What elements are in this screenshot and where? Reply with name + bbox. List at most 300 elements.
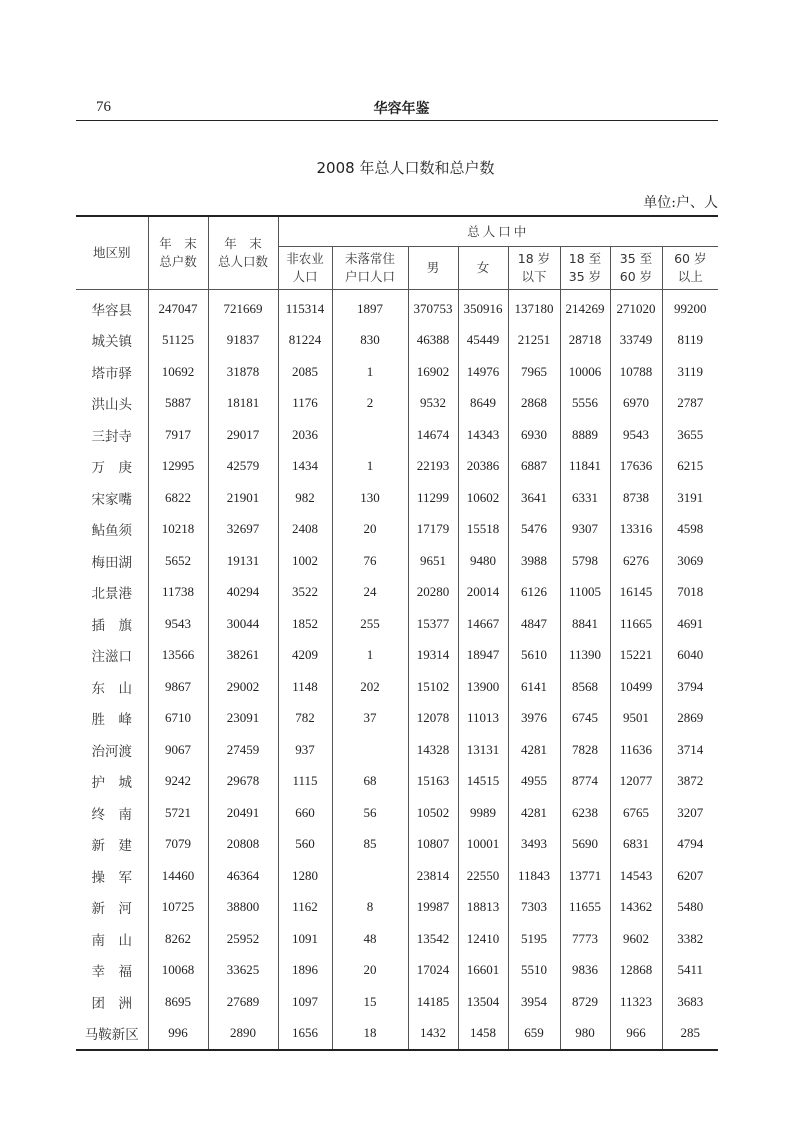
population-cell: 29017 [208, 419, 278, 451]
region-cell: 梅田湖 [76, 545, 148, 577]
table-header [76, 216, 718, 290]
region-cell: 新 河 [76, 892, 148, 924]
population-cell: 40294 [208, 577, 278, 609]
female-cell: 18947 [458, 640, 508, 672]
age-18-35-cell: 8841 [560, 608, 610, 640]
table-row [76, 703, 718, 735]
region-cell: 马鞍新区 [76, 1018, 148, 1051]
header-18-35 [560, 247, 610, 290]
region-cell: 万 庚 [76, 451, 148, 483]
under18-cell: 3641 [508, 482, 560, 514]
male-cell: 9651 [408, 545, 458, 577]
header-under18-line1: 18 岁 [517, 251, 551, 266]
table-row [76, 1018, 718, 1051]
header-35-60 [610, 247, 662, 290]
male-cell: 19314 [408, 640, 458, 672]
households-cell: 8695 [148, 986, 208, 1018]
households-cell: 12995 [148, 451, 208, 483]
age-35-60-cell: 33749 [610, 325, 662, 357]
header-60plus-line1: 60 岁 [674, 251, 707, 266]
male-cell: 23814 [408, 860, 458, 892]
table-body [76, 290, 718, 1051]
unsettled-cell: 2 [332, 388, 408, 420]
age-18-35-cell: 980 [560, 1018, 610, 1051]
female-cell: 14515 [458, 766, 508, 798]
header-unsettled-line1: 未落常住 [344, 251, 395, 266]
unsettled-cell [332, 419, 408, 451]
male-cell: 14674 [408, 419, 458, 451]
age-35-60-cell: 10788 [610, 356, 662, 388]
female-cell: 13900 [458, 671, 508, 703]
under18-cell: 7965 [508, 356, 560, 388]
population-cell: 31878 [208, 356, 278, 388]
age-18-35-cell: 11841 [560, 451, 610, 483]
over60-cell: 3069 [662, 545, 718, 577]
under18-cell: 5476 [508, 514, 560, 546]
age-35-60-cell: 11323 [610, 986, 662, 1018]
over60-cell: 7018 [662, 577, 718, 609]
region-cell: 团 洲 [76, 986, 148, 1018]
non-agri-cell: 982 [278, 482, 332, 514]
female-cell: 14343 [458, 419, 508, 451]
male-cell: 46388 [408, 325, 458, 357]
population-cell: 27689 [208, 986, 278, 1018]
non-agri-cell: 1115 [278, 766, 332, 798]
population-table [76, 215, 718, 1051]
non-agri-cell: 1162 [278, 892, 332, 924]
over60-cell: 3714 [662, 734, 718, 766]
male-cell: 15163 [408, 766, 458, 798]
female-cell: 14667 [458, 608, 508, 640]
over60-cell: 2869 [662, 703, 718, 735]
households-cell: 10692 [148, 356, 208, 388]
population-cell: 20491 [208, 797, 278, 829]
under18-cell: 4847 [508, 608, 560, 640]
under18-cell: 3988 [508, 545, 560, 577]
header-rule [76, 120, 718, 121]
age-18-35-cell: 9307 [560, 514, 610, 546]
over60-cell: 6040 [662, 640, 718, 672]
age-18-35-cell: 11655 [560, 892, 610, 924]
population-cell: 32697 [208, 514, 278, 546]
header-35-60-line2: 60 岁 [619, 269, 653, 284]
table-row [76, 451, 718, 483]
header-18-35-line2: 35 岁 [568, 269, 602, 284]
header-unsettled-line2: 户口人口 [344, 269, 395, 284]
non-agri-cell: 1852 [278, 608, 332, 640]
male-cell: 10807 [408, 829, 458, 861]
age-18-35-cell: 6238 [560, 797, 610, 829]
age-35-60-cell: 9602 [610, 923, 662, 955]
households-cell: 5721 [148, 797, 208, 829]
over60-cell: 3119 [662, 356, 718, 388]
page-number: 76 [96, 99, 111, 115]
table-row [76, 514, 718, 546]
unsettled-cell: 1897 [332, 290, 408, 325]
region-cell: 新 建 [76, 829, 148, 861]
over60-cell: 99200 [662, 290, 718, 325]
female-cell: 20014 [458, 577, 508, 609]
region-cell: 东 山 [76, 671, 148, 703]
non-agri-cell: 1280 [278, 860, 332, 892]
population-cell: 38261 [208, 640, 278, 672]
age-35-60-cell: 10499 [610, 671, 662, 703]
table-row [76, 608, 718, 640]
age-35-60-cell: 12077 [610, 766, 662, 798]
unsettled-cell: 202 [332, 671, 408, 703]
header-non-agri [278, 247, 332, 290]
under18-cell: 4281 [508, 797, 560, 829]
under18-cell: 6887 [508, 451, 560, 483]
table-row [76, 671, 718, 703]
unit-label: 单位:户、人 [643, 195, 718, 211]
population-cell: 46364 [208, 860, 278, 892]
table-row [76, 577, 718, 609]
region-cell: 操 军 [76, 860, 148, 892]
over60-cell: 4794 [662, 829, 718, 861]
age-35-60-cell: 9543 [610, 419, 662, 451]
age-18-35-cell: 11390 [560, 640, 610, 672]
unsettled-cell: 56 [332, 797, 408, 829]
header-households-line2: 总户数 [159, 254, 197, 269]
age-35-60-cell: 11665 [610, 608, 662, 640]
non-agri-cell: 937 [278, 734, 332, 766]
households-cell: 9867 [148, 671, 208, 703]
age-35-60-cell: 6831 [610, 829, 662, 861]
female-cell: 1458 [458, 1018, 508, 1051]
population-cell: 91837 [208, 325, 278, 357]
households-cell: 8262 [148, 923, 208, 955]
table-row [76, 766, 718, 798]
unsettled-cell: 830 [332, 325, 408, 357]
over60-cell: 5411 [662, 955, 718, 987]
female-cell: 11013 [458, 703, 508, 735]
age-35-60-cell: 11636 [610, 734, 662, 766]
age-35-60-cell: 14362 [610, 892, 662, 924]
header-60plus [662, 247, 718, 290]
age-35-60-cell: 17636 [610, 451, 662, 483]
population-cell: 29678 [208, 766, 278, 798]
header-18-35-line1: 18 至 [568, 251, 602, 266]
header-group: 总人口中 [278, 216, 718, 247]
non-agri-cell: 1434 [278, 451, 332, 483]
unsettled-cell: 37 [332, 703, 408, 735]
male-cell: 20280 [408, 577, 458, 609]
female-cell: 350916 [458, 290, 508, 325]
female-cell: 13131 [458, 734, 508, 766]
region-cell: 鲇鱼须 [76, 514, 148, 546]
households-cell: 7079 [148, 829, 208, 861]
male-cell: 17179 [408, 514, 458, 546]
header-60plus-line2: 以上 [677, 269, 703, 284]
female-cell: 20386 [458, 451, 508, 483]
unsettled-cell: 20 [332, 514, 408, 546]
under18-cell: 3493 [508, 829, 560, 861]
unsettled-cell: 8 [332, 892, 408, 924]
region-cell: 华容县 [76, 290, 148, 325]
female-cell: 9989 [458, 797, 508, 829]
header-households-line1: 年 末 [159, 236, 197, 251]
population-cell: 21901 [208, 482, 278, 514]
population-cell: 23091 [208, 703, 278, 735]
non-agri-cell: 81224 [278, 325, 332, 357]
male-cell: 15377 [408, 608, 458, 640]
header-non-agri-line2: 人口 [292, 269, 318, 284]
households-cell: 14460 [148, 860, 208, 892]
non-agri-cell: 1091 [278, 923, 332, 955]
female-cell: 12410 [458, 923, 508, 955]
households-cell: 7917 [148, 419, 208, 451]
header-population [208, 216, 278, 290]
age-18-35-cell: 8729 [560, 986, 610, 1018]
non-agri-cell: 1176 [278, 388, 332, 420]
table-row [76, 734, 718, 766]
households-cell: 5652 [148, 545, 208, 577]
age-35-60-cell: 13316 [610, 514, 662, 546]
male-cell: 17024 [408, 955, 458, 987]
region-cell: 城关镇 [76, 325, 148, 357]
over60-cell: 3794 [662, 671, 718, 703]
header-female: 女 [458, 247, 508, 290]
age-35-60-cell: 9501 [610, 703, 662, 735]
male-cell: 19987 [408, 892, 458, 924]
unsettled-cell: 20 [332, 955, 408, 987]
age-18-35-cell: 10006 [560, 356, 610, 388]
households-cell: 11738 [148, 577, 208, 609]
over60-cell: 4598 [662, 514, 718, 546]
female-cell: 8649 [458, 388, 508, 420]
households-cell: 10218 [148, 514, 208, 546]
table-row [76, 923, 718, 955]
over60-cell: 6215 [662, 451, 718, 483]
region-cell: 北景港 [76, 577, 148, 609]
female-cell: 10001 [458, 829, 508, 861]
age-35-60-cell: 8738 [610, 482, 662, 514]
households-cell: 51125 [148, 325, 208, 357]
table-row [76, 640, 718, 672]
region-cell: 塔市驿 [76, 356, 148, 388]
region-cell: 插 旗 [76, 608, 148, 640]
age-35-60-cell: 6970 [610, 388, 662, 420]
region-cell: 宋家嘴 [76, 482, 148, 514]
female-cell: 14976 [458, 356, 508, 388]
table-row [76, 325, 718, 357]
age-18-35-cell: 8889 [560, 419, 610, 451]
unsettled-cell: 18 [332, 1018, 408, 1051]
age-18-35-cell: 13771 [560, 860, 610, 892]
non-agri-cell: 560 [278, 829, 332, 861]
unsettled-cell: 85 [332, 829, 408, 861]
households-cell: 247047 [148, 290, 208, 325]
region-cell: 南 山 [76, 923, 148, 955]
age-35-60-cell: 271020 [610, 290, 662, 325]
population-cell: 18181 [208, 388, 278, 420]
header-non-agri-line1: 非农业 [286, 251, 324, 266]
male-cell: 9532 [408, 388, 458, 420]
unsettled-cell: 1 [332, 640, 408, 672]
population-cell: 25952 [208, 923, 278, 955]
region-cell: 注滋口 [76, 640, 148, 672]
population-cell: 20808 [208, 829, 278, 861]
table-row [76, 860, 718, 892]
under18-cell: 6126 [508, 577, 560, 609]
households-cell: 13566 [148, 640, 208, 672]
over60-cell: 285 [662, 1018, 718, 1051]
region-cell: 护 城 [76, 766, 148, 798]
under18-cell: 3954 [508, 986, 560, 1018]
non-agri-cell: 1097 [278, 986, 332, 1018]
households-cell: 10725 [148, 892, 208, 924]
age-18-35-cell: 9836 [560, 955, 610, 987]
households-cell: 6822 [148, 482, 208, 514]
under18-cell: 659 [508, 1018, 560, 1051]
under18-cell: 3976 [508, 703, 560, 735]
region-cell: 幸 福 [76, 955, 148, 987]
age-18-35-cell: 8568 [560, 671, 610, 703]
non-agri-cell: 1002 [278, 545, 332, 577]
unsettled-cell: 130 [332, 482, 408, 514]
age-35-60-cell: 966 [610, 1018, 662, 1051]
under18-cell: 5610 [508, 640, 560, 672]
households-cell: 9543 [148, 608, 208, 640]
population-cell: 38800 [208, 892, 278, 924]
region-cell: 治河渡 [76, 734, 148, 766]
households-cell: 5887 [148, 388, 208, 420]
under18-cell: 5195 [508, 923, 560, 955]
age-35-60-cell: 15221 [610, 640, 662, 672]
unsettled-cell: 1 [332, 356, 408, 388]
unsettled-cell: 76 [332, 545, 408, 577]
male-cell: 11299 [408, 482, 458, 514]
region-cell: 终 南 [76, 797, 148, 829]
header-unsettled [332, 247, 408, 290]
over60-cell: 3655 [662, 419, 718, 451]
households-cell: 996 [148, 1018, 208, 1051]
region-cell: 三封寺 [76, 419, 148, 451]
unsettled-cell: 48 [332, 923, 408, 955]
over60-cell: 3207 [662, 797, 718, 829]
over60-cell: 8119 [662, 325, 718, 357]
unsettled-cell: 24 [332, 577, 408, 609]
under18-cell: 6930 [508, 419, 560, 451]
table-row [76, 986, 718, 1018]
under18-cell: 21251 [508, 325, 560, 357]
under18-cell: 2868 [508, 388, 560, 420]
header-population-line1: 年 末 [224, 236, 262, 251]
non-agri-cell: 1896 [278, 955, 332, 987]
header-households [148, 216, 208, 290]
non-agri-cell: 782 [278, 703, 332, 735]
age-18-35-cell: 7773 [560, 923, 610, 955]
age-35-60-cell: 6276 [610, 545, 662, 577]
table-title: 2008 年总人口数和总户数 [316, 159, 495, 177]
unsettled-cell: 68 [332, 766, 408, 798]
non-agri-cell: 3522 [278, 577, 332, 609]
over60-cell: 3191 [662, 482, 718, 514]
male-cell: 12078 [408, 703, 458, 735]
header-35-60-line1: 35 至 [619, 251, 653, 266]
header-under18 [508, 247, 560, 290]
table-row [76, 892, 718, 924]
non-agri-cell: 2036 [278, 419, 332, 451]
female-cell: 16601 [458, 955, 508, 987]
population-cell: 2890 [208, 1018, 278, 1051]
age-18-35-cell: 5556 [560, 388, 610, 420]
age-35-60-cell: 14543 [610, 860, 662, 892]
age-35-60-cell: 16145 [610, 577, 662, 609]
under18-cell: 137180 [508, 290, 560, 325]
households-cell: 6710 [148, 703, 208, 735]
table-row [76, 545, 718, 577]
male-cell: 10502 [408, 797, 458, 829]
households-cell: 9242 [148, 766, 208, 798]
non-agri-cell: 115314 [278, 290, 332, 325]
households-cell: 9067 [148, 734, 208, 766]
female-cell: 15518 [458, 514, 508, 546]
under18-cell: 4281 [508, 734, 560, 766]
region-cell: 胜 峰 [76, 703, 148, 735]
running-head: 华容年鉴 [373, 101, 430, 117]
male-cell: 14185 [408, 986, 458, 1018]
over60-cell: 3683 [662, 986, 718, 1018]
female-cell: 18813 [458, 892, 508, 924]
age-18-35-cell: 214269 [560, 290, 610, 325]
age-18-35-cell: 5690 [560, 829, 610, 861]
population-cell: 42579 [208, 451, 278, 483]
unsettled-cell: 255 [332, 608, 408, 640]
non-agri-cell: 2085 [278, 356, 332, 388]
region-cell: 洪山头 [76, 388, 148, 420]
non-agri-cell: 4209 [278, 640, 332, 672]
under18-cell: 11843 [508, 860, 560, 892]
header-region: 地区别 [76, 216, 148, 290]
population-cell: 19131 [208, 545, 278, 577]
population-cell: 30044 [208, 608, 278, 640]
table-row [76, 829, 718, 861]
table-row [76, 356, 718, 388]
over60-cell: 4691 [662, 608, 718, 640]
female-cell: 45449 [458, 325, 508, 357]
male-cell: 13542 [408, 923, 458, 955]
unsettled-cell: 15 [332, 986, 408, 1018]
population-cell: 29002 [208, 671, 278, 703]
age-18-35-cell: 8774 [560, 766, 610, 798]
over60-cell: 6207 [662, 860, 718, 892]
under18-cell: 5510 [508, 955, 560, 987]
non-agri-cell: 660 [278, 797, 332, 829]
households-cell: 10068 [148, 955, 208, 987]
male-cell: 14328 [408, 734, 458, 766]
population-cell: 721669 [208, 290, 278, 325]
age-18-35-cell: 6745 [560, 703, 610, 735]
header-male: 男 [408, 247, 458, 290]
population-cell: 27459 [208, 734, 278, 766]
male-cell: 22193 [408, 451, 458, 483]
population-cell: 33625 [208, 955, 278, 987]
table-row [76, 419, 718, 451]
male-cell: 1432 [408, 1018, 458, 1051]
table-row [76, 955, 718, 987]
non-agri-cell: 1148 [278, 671, 332, 703]
over60-cell: 2787 [662, 388, 718, 420]
male-cell: 16902 [408, 356, 458, 388]
female-cell: 22550 [458, 860, 508, 892]
non-agri-cell: 1656 [278, 1018, 332, 1051]
age-18-35-cell: 5798 [560, 545, 610, 577]
age-18-35-cell: 28718 [560, 325, 610, 357]
header-under18-line2: 以下 [521, 269, 547, 284]
age-18-35-cell: 7828 [560, 734, 610, 766]
